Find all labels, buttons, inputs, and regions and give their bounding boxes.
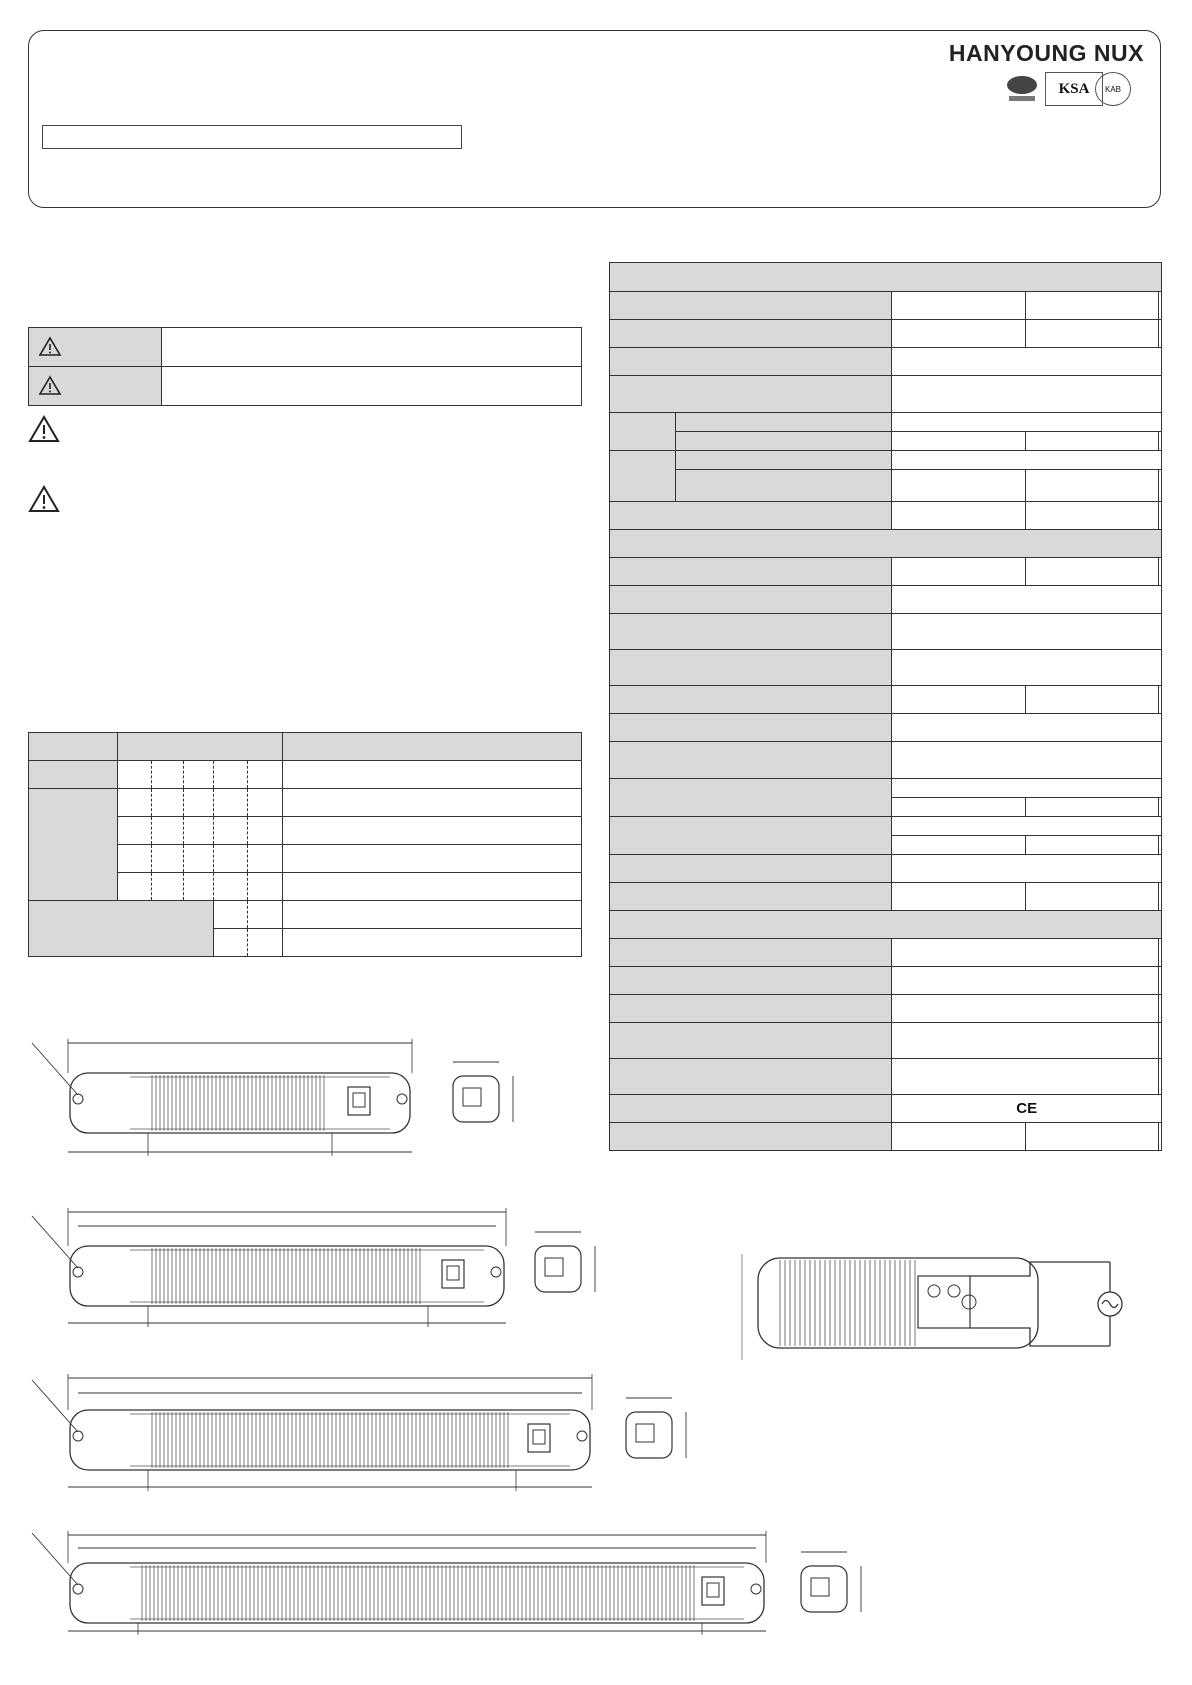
outline-1-terminal-inner: [353, 1093, 365, 1107]
outline-1-leader: [32, 1043, 78, 1095]
outline-4-terminal-inner: [707, 1583, 719, 1597]
outline-4-hole-left: [73, 1584, 83, 1594]
outline-4-side-view: [801, 1566, 847, 1612]
outline-2-terminal: [442, 1260, 464, 1288]
outline-3-terminal: [528, 1424, 550, 1452]
outline-3-hole-left: [73, 1431, 83, 1441]
outline-4-terminal: [702, 1577, 724, 1605]
outline-1-side-terminal: [463, 1088, 481, 1106]
outline-3-terminal-inner: [533, 1430, 545, 1444]
outline-2-terminal-inner: [447, 1266, 459, 1280]
cert-kab-label: KAB: [1104, 84, 1121, 94]
outline-2-leader: [32, 1216, 78, 1268]
outline-2-side-terminal: [545, 1258, 563, 1276]
cert-ksa-label: KSA: [1058, 80, 1090, 97]
wiring-diagram: [740, 1250, 1140, 1370]
outline-3-leader: [32, 1380, 78, 1432]
outline-2-hole-right: [491, 1267, 501, 1277]
outline-3-side-terminal: [636, 1424, 654, 1442]
outline-1-hole-right: [397, 1094, 407, 1104]
outline-1-hole-left: [73, 1094, 83, 1104]
outline-1-side-view: [453, 1076, 499, 1122]
outline-2-hole-left: [73, 1267, 83, 1277]
outline-4-side-terminal: [811, 1578, 829, 1596]
outline-4-leader: [32, 1533, 78, 1585]
outline-4-hole-right: [751, 1584, 761, 1594]
outline-3-body: [70, 1410, 590, 1470]
outline-2-side-view: [535, 1246, 581, 1292]
outline-2-body: [70, 1246, 504, 1306]
wiring-fins: [780, 1260, 915, 1346]
outline-3-hole-right: [577, 1431, 587, 1441]
brand-logo: HANYOUNG NUX: [948, 40, 1144, 66]
outline-3-side-view: [626, 1412, 672, 1458]
ce-mark: CE: [892, 1095, 1162, 1123]
outline-1-terminal: [348, 1087, 370, 1115]
